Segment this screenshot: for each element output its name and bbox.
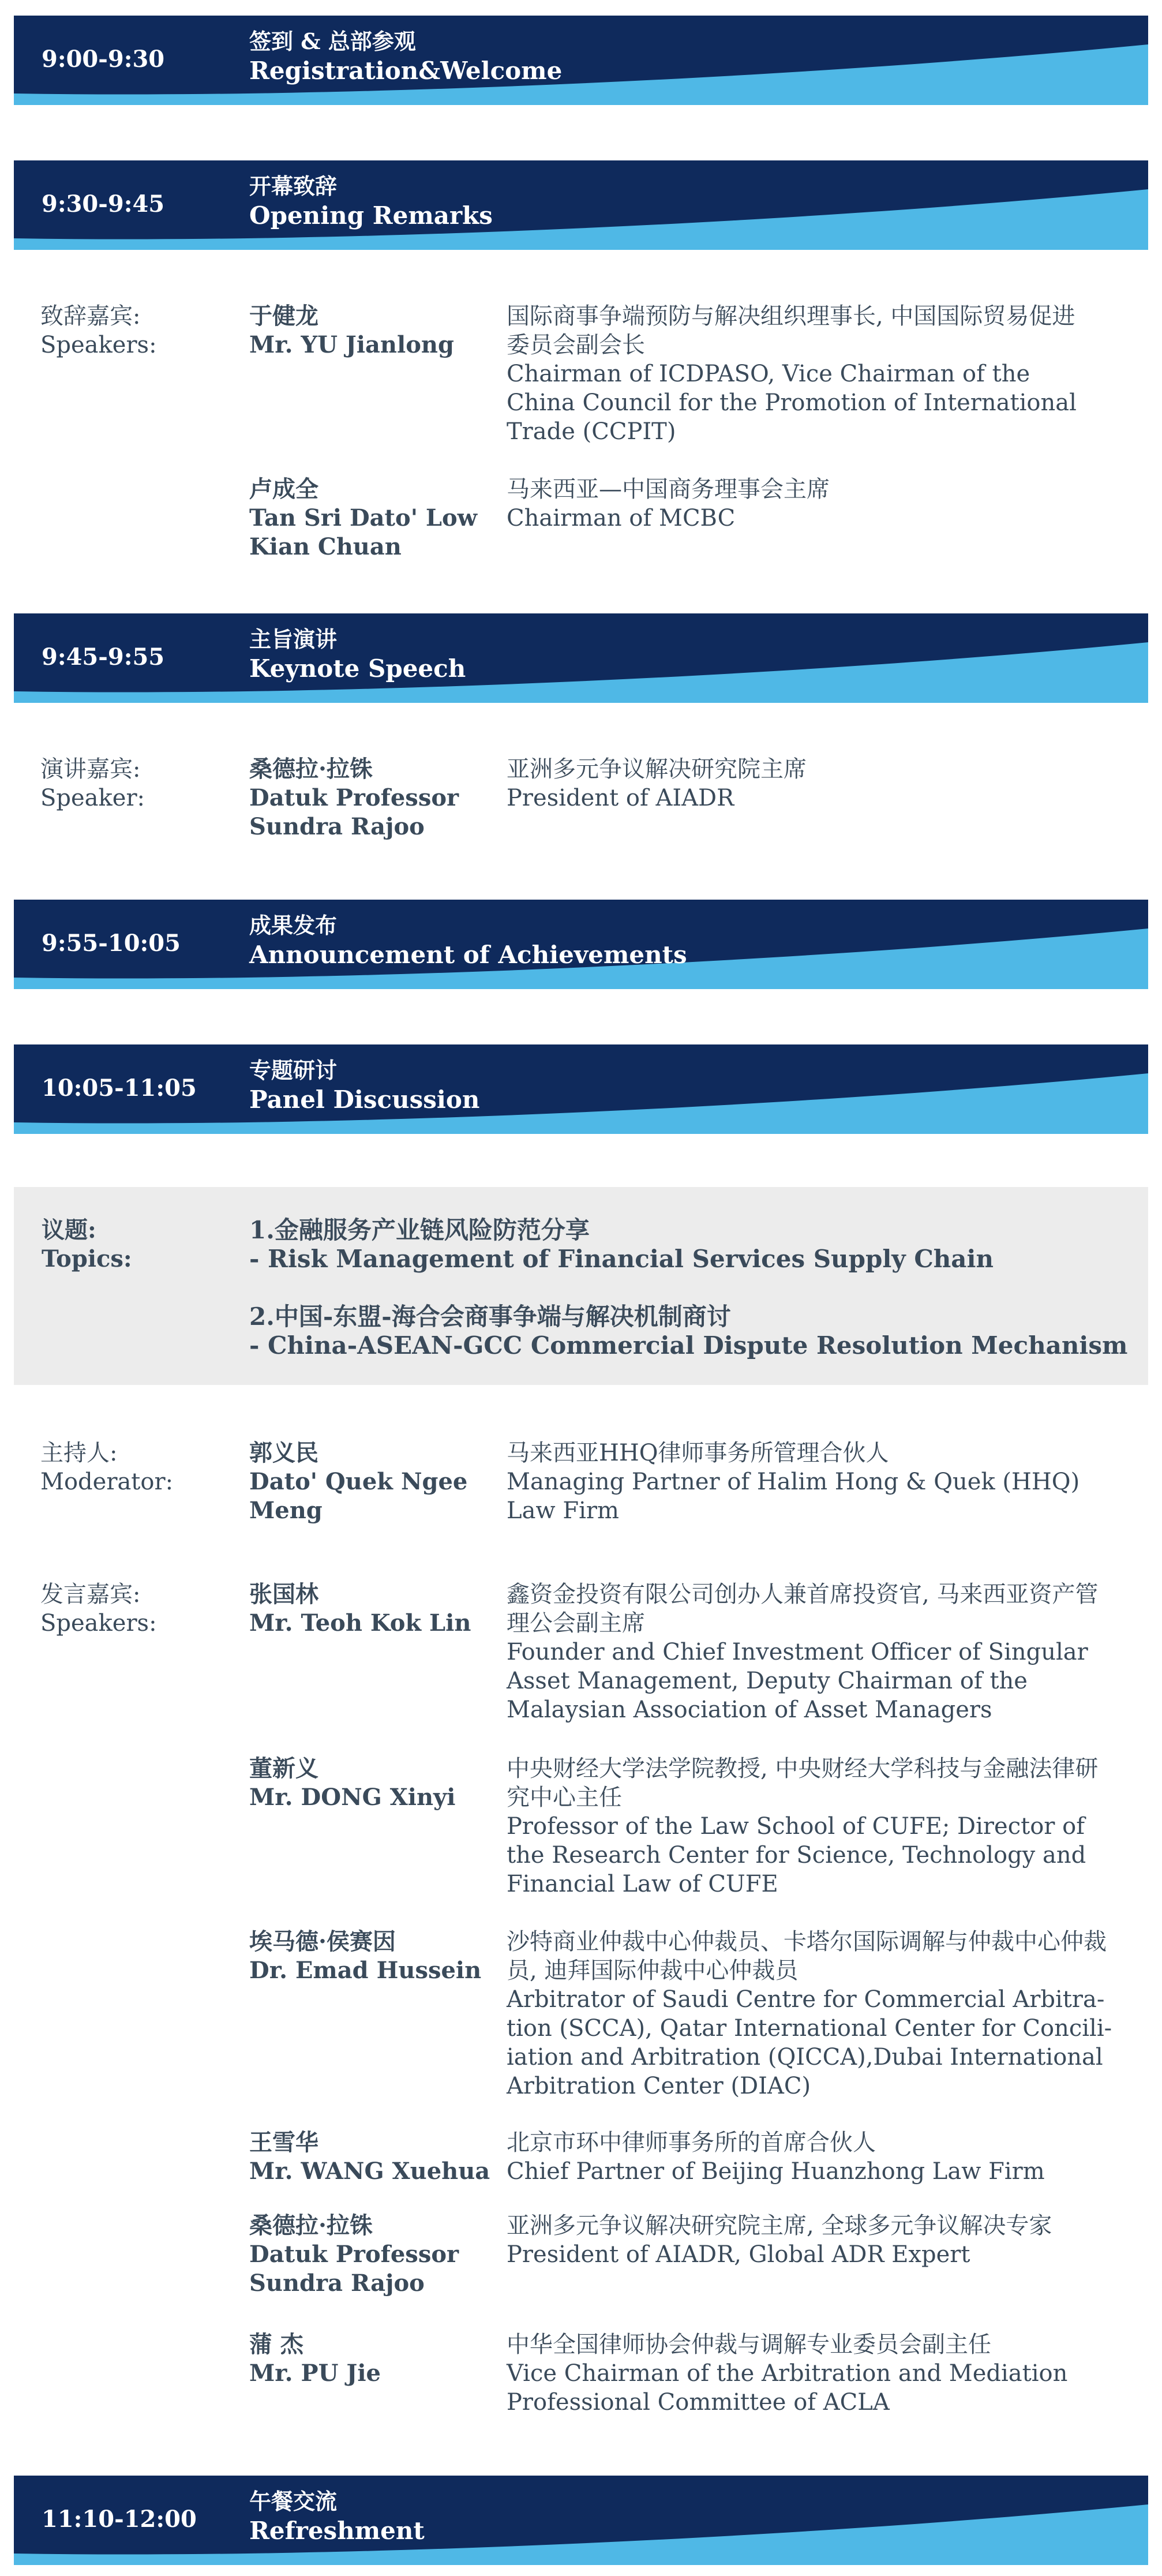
speaker-name: 蒲 杰 Mr. PU Jie	[249, 2331, 381, 2387]
moderator-name: 郭义民 Dato' Quek Ngee Meng	[249, 1439, 468, 1524]
session-title-en: Keynote Speech	[249, 654, 466, 683]
speaker-description: 中华全国律师协会仲裁与调解专业委员会副主任 Vice Chairman of the Arbitration and Mediation Professional Committee of ACLA	[507, 2331, 1068, 2416]
session-banner-announcement	[14, 900, 1148, 989]
session-title-cn: 主旨演讲	[249, 626, 338, 652]
topics-label: 议题: Topics:	[42, 1216, 132, 1272]
session-title-en: Opening Remarks	[249, 201, 493, 230]
session-title-cn: 开幕致辞	[249, 173, 338, 199]
opening-speakers-label: 致辞嘉宾: Speakers:	[40, 303, 157, 358]
session-time: 11:10-12:00	[42, 2506, 197, 2533]
session-banner-registration	[14, 16, 1148, 105]
session-time: 9:30-9:45	[42, 190, 165, 218]
speaker-name: 董新义 Mr. DONG Xinyi	[249, 1755, 456, 1811]
session-title-cn: 午餐交流	[249, 2488, 338, 2514]
speaker-description: 亚洲多元争议解决研究院主席 President of AIADR	[507, 756, 807, 811]
moderator-description: 马来西亚HHQ律师事务所管理合伙人 Managing Partner of Halim Hong & Quek (HHQ) Law Firm	[507, 1440, 1080, 1524]
speaker-description: 北京市环中律师事务所的首席合伙人 Chief Partner of Beijing Huanzhong Law Firm	[507, 2129, 1045, 2185]
session-time: 10:05-11:05	[42, 1074, 197, 1102]
session-title-en: Registration&Welcome	[249, 57, 563, 85]
speaker-description: 鑫资金投资有限公司创办人兼首席投资官, 马来西亚资产管 理公会副主席 Founder and Chief Investment Officer of Singular Asset Management, Deputy Chairman of the Malaysian Association of Asset Managers	[507, 1581, 1099, 1723]
session-banner-keynote	[14, 613, 1148, 703]
speaker-name: 王雪华 Mr. WANG Xuehua	[249, 2129, 490, 2185]
session-time: 9:55-10:05	[42, 930, 181, 957]
topic-item: 1.金融服务产业链风险防范分享 - Risk Management of Financial Services Supply Chain	[249, 1216, 994, 1273]
session-time: 9:00-9:30	[42, 46, 165, 73]
moderator-label: 主持人: Moderator:	[40, 1440, 174, 1495]
banner-background	[14, 613, 1148, 703]
session-title-en: Refreshment	[249, 2517, 425, 2545]
session-title-en: Announcement of Achievements	[249, 941, 687, 969]
session-title-cn: 签到 & 总部参观	[249, 28, 416, 54]
speaker-name: 桑德拉·拉铢 Datuk Professor Sundra Rajoo	[249, 2212, 459, 2297]
session-banner-opening	[14, 160, 1148, 250]
speaker-description: 亚洲多元争议解决研究院主席, 全球多元争议解决专家 President of AIADR, Global ADR Expert	[507, 2212, 1052, 2268]
speaker-description: 马来西亚—中国商务理事会主席 Chairman of MCBC	[507, 476, 830, 531]
banner-background	[14, 16, 1148, 105]
session-banner-panel	[14, 1044, 1148, 1134]
speaker-name: 于健龙 Mr. YU Jianlong	[249, 302, 454, 358]
topics-panel	[14, 1187, 1148, 1385]
session-title-cn: 成果发布	[249, 912, 338, 938]
speaker-name: 埃马德·侯赛因 Dr. Emad Hussein	[249, 1928, 482, 1984]
session-banner-refreshment	[14, 2476, 1148, 2565]
speaker-name: 张国林 Mr. Teoh Kok Lin	[249, 1581, 471, 1637]
speaker-description: 中央财经大学法学院教授, 中央财经大学科技与金融法律研 究中心主任 Professor of the Law School of CUFE; Director of the Research Center for Science, Technology and Financial Law of CUFE	[507, 1755, 1099, 1897]
panel-speakers-label: 发言嘉宾: Speakers:	[40, 1581, 157, 1637]
topic-item: 2.中国-东盟-海合会商事争端与解决机制商讨 - China-ASEAN-GCC Commercial Dispute Resolution Mechanism	[249, 1302, 1128, 1360]
speaker-description: 国际商事争端预防与解决组织理事长, 中国国际贸易促进 委员会副会长 Chairman of ICDPASO, Vice Chairman of the China Council for the Promotion of International Trade (CCPIT)	[507, 303, 1077, 445]
session-title-en: Panel Discussion	[249, 1085, 480, 1114]
banner-background	[14, 160, 1148, 250]
speaker-name: 桑德拉·拉铢 Datuk Professor Sundra Rajoo	[249, 755, 459, 840]
keynote-speaker-label: 演讲嘉宾: Speaker:	[40, 756, 145, 811]
speaker-description: 沙特商业仲裁中心仲裁员、卡塔尔国际调解与仲裁中心仲裁 员, 迪拜国际仲裁中心仲裁员 Arbitrator of Saudi Centre for Commercial Arbitra- tion (SCCA), Qatar International Center for Concili- iation and Arbitration (QICCA),Dubai International Arbitration Center (DIAC)	[507, 1929, 1112, 2099]
session-title-cn: 专题研讨	[249, 1057, 338, 1083]
session-time: 9:45-9:55	[42, 643, 165, 671]
speaker-name: 卢成全 Tan Sri Dato' Low Kian Chuan	[249, 475, 478, 560]
